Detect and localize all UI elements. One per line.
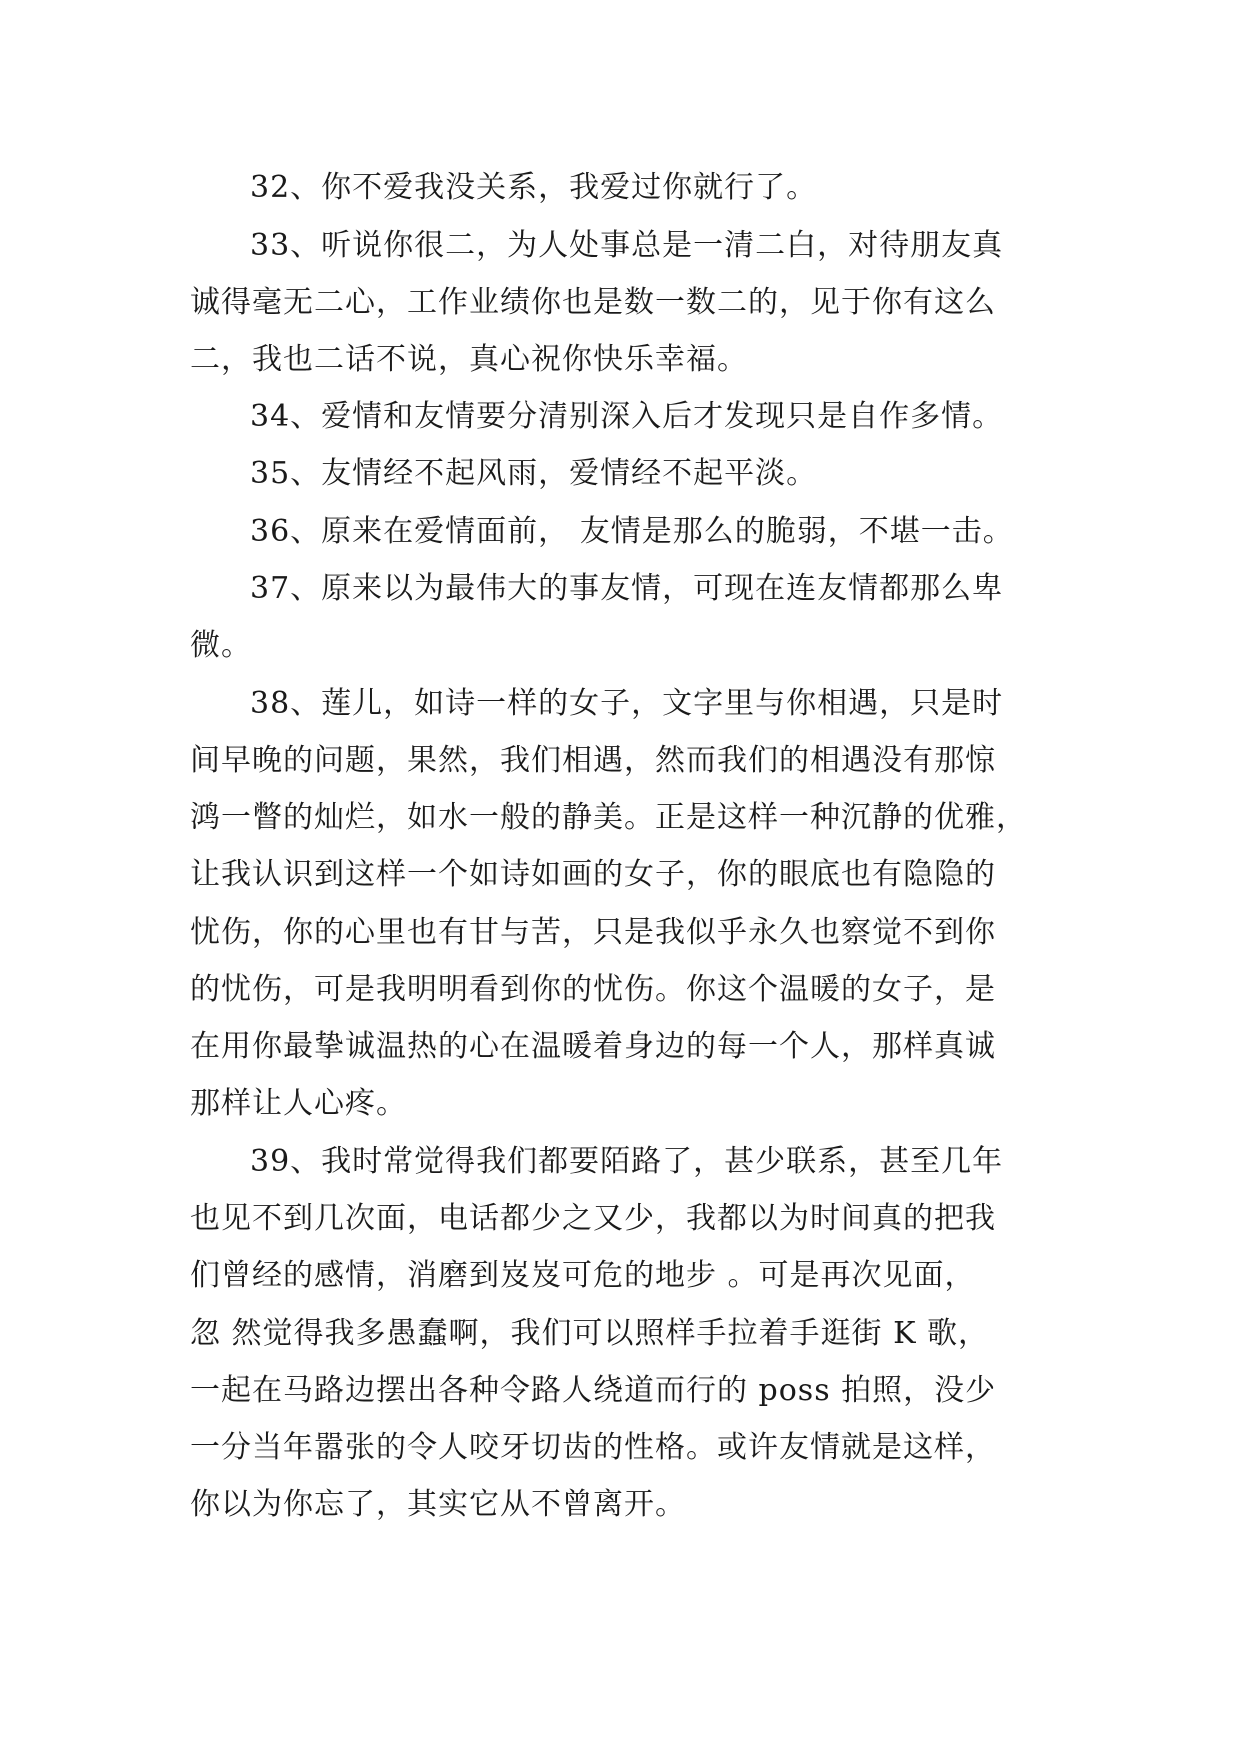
text-line: 34、爱情和友情要分清别深入后才发现只是自作多情。 bbox=[250, 399, 1004, 434]
text-line: 诚得毫无二心，工作业绩你也是数一数二的，见于你有这么 bbox=[190, 285, 996, 320]
text-line: 36、原来在爱情面前， 友情是那么的脆弱，不堪一击。 bbox=[250, 514, 1014, 549]
text-line: 间早晚的问题，果然，我们相遇，然而我们的相遇没有那惊 bbox=[190, 743, 996, 778]
text-line: 忧伤，你的心里也有甘与苦，只是我似乎永久也察觉不到你 bbox=[190, 915, 996, 950]
text-line: 39、我时常觉得我们都要陌路了，甚少联系，甚至几年 bbox=[250, 1144, 1004, 1179]
text-line: 33、听说你很二，为人处事总是一清二白，对待朋友真 bbox=[250, 228, 1004, 263]
text-line: 也见不到几次面，电话都少之又少，我都以为时间真的把我 bbox=[190, 1201, 996, 1236]
text-line: 你以为你忘了，其实它从不曾离开。 bbox=[190, 1487, 686, 1522]
text-line: 鸿一瞥的灿烂，如水一般的静美。正是这样一种沉静的优雅， bbox=[190, 800, 1027, 835]
text-line: 忽 然觉得我多愚蠢啊，我们可以照样手拉着手逛街 K 歌， bbox=[190, 1316, 990, 1351]
text-line: 微。 bbox=[190, 628, 252, 663]
text-line: 二，我也二话不说，真心祝你快乐幸福。 bbox=[190, 342, 748, 377]
text-line: 38、莲儿，如诗一样的女子，文字里与你相遇，只是时 bbox=[250, 686, 1004, 721]
text-line: 那样让人心疼。 bbox=[190, 1086, 407, 1121]
text-line: 35、友情经不起风雨，爱情经不起平淡。 bbox=[250, 456, 818, 491]
text-line: 们曾经的感情，消磨到岌岌可危的地步 。可是再次见面， bbox=[190, 1258, 976, 1293]
text-line: 32、你不爱我没关系，我爱过你就行了。 bbox=[250, 170, 818, 205]
text-line: 37、原来以为最伟大的事友情，可现在连友情都那么卑 bbox=[250, 571, 1004, 606]
text-line: 在用你最挚诚温热的心在温暖着身边的每一个人，那样真诚 bbox=[190, 1029, 996, 1064]
text-line: 一分当年嚣张的令人咬牙切齿的性格。或许友情就是这样， bbox=[190, 1430, 996, 1465]
text-line: 一起在马路边摆出各种令路人绕道而行的 poss 拍照，没少 bbox=[190, 1373, 997, 1408]
text-line: 让我认识到这样一个如诗如画的女子，你的眼底也有隐隐的 bbox=[190, 857, 996, 892]
text-line: 的忧伤，可是我明明看到你的忧伤。你这个温暖的女子，是 bbox=[190, 972, 996, 1007]
